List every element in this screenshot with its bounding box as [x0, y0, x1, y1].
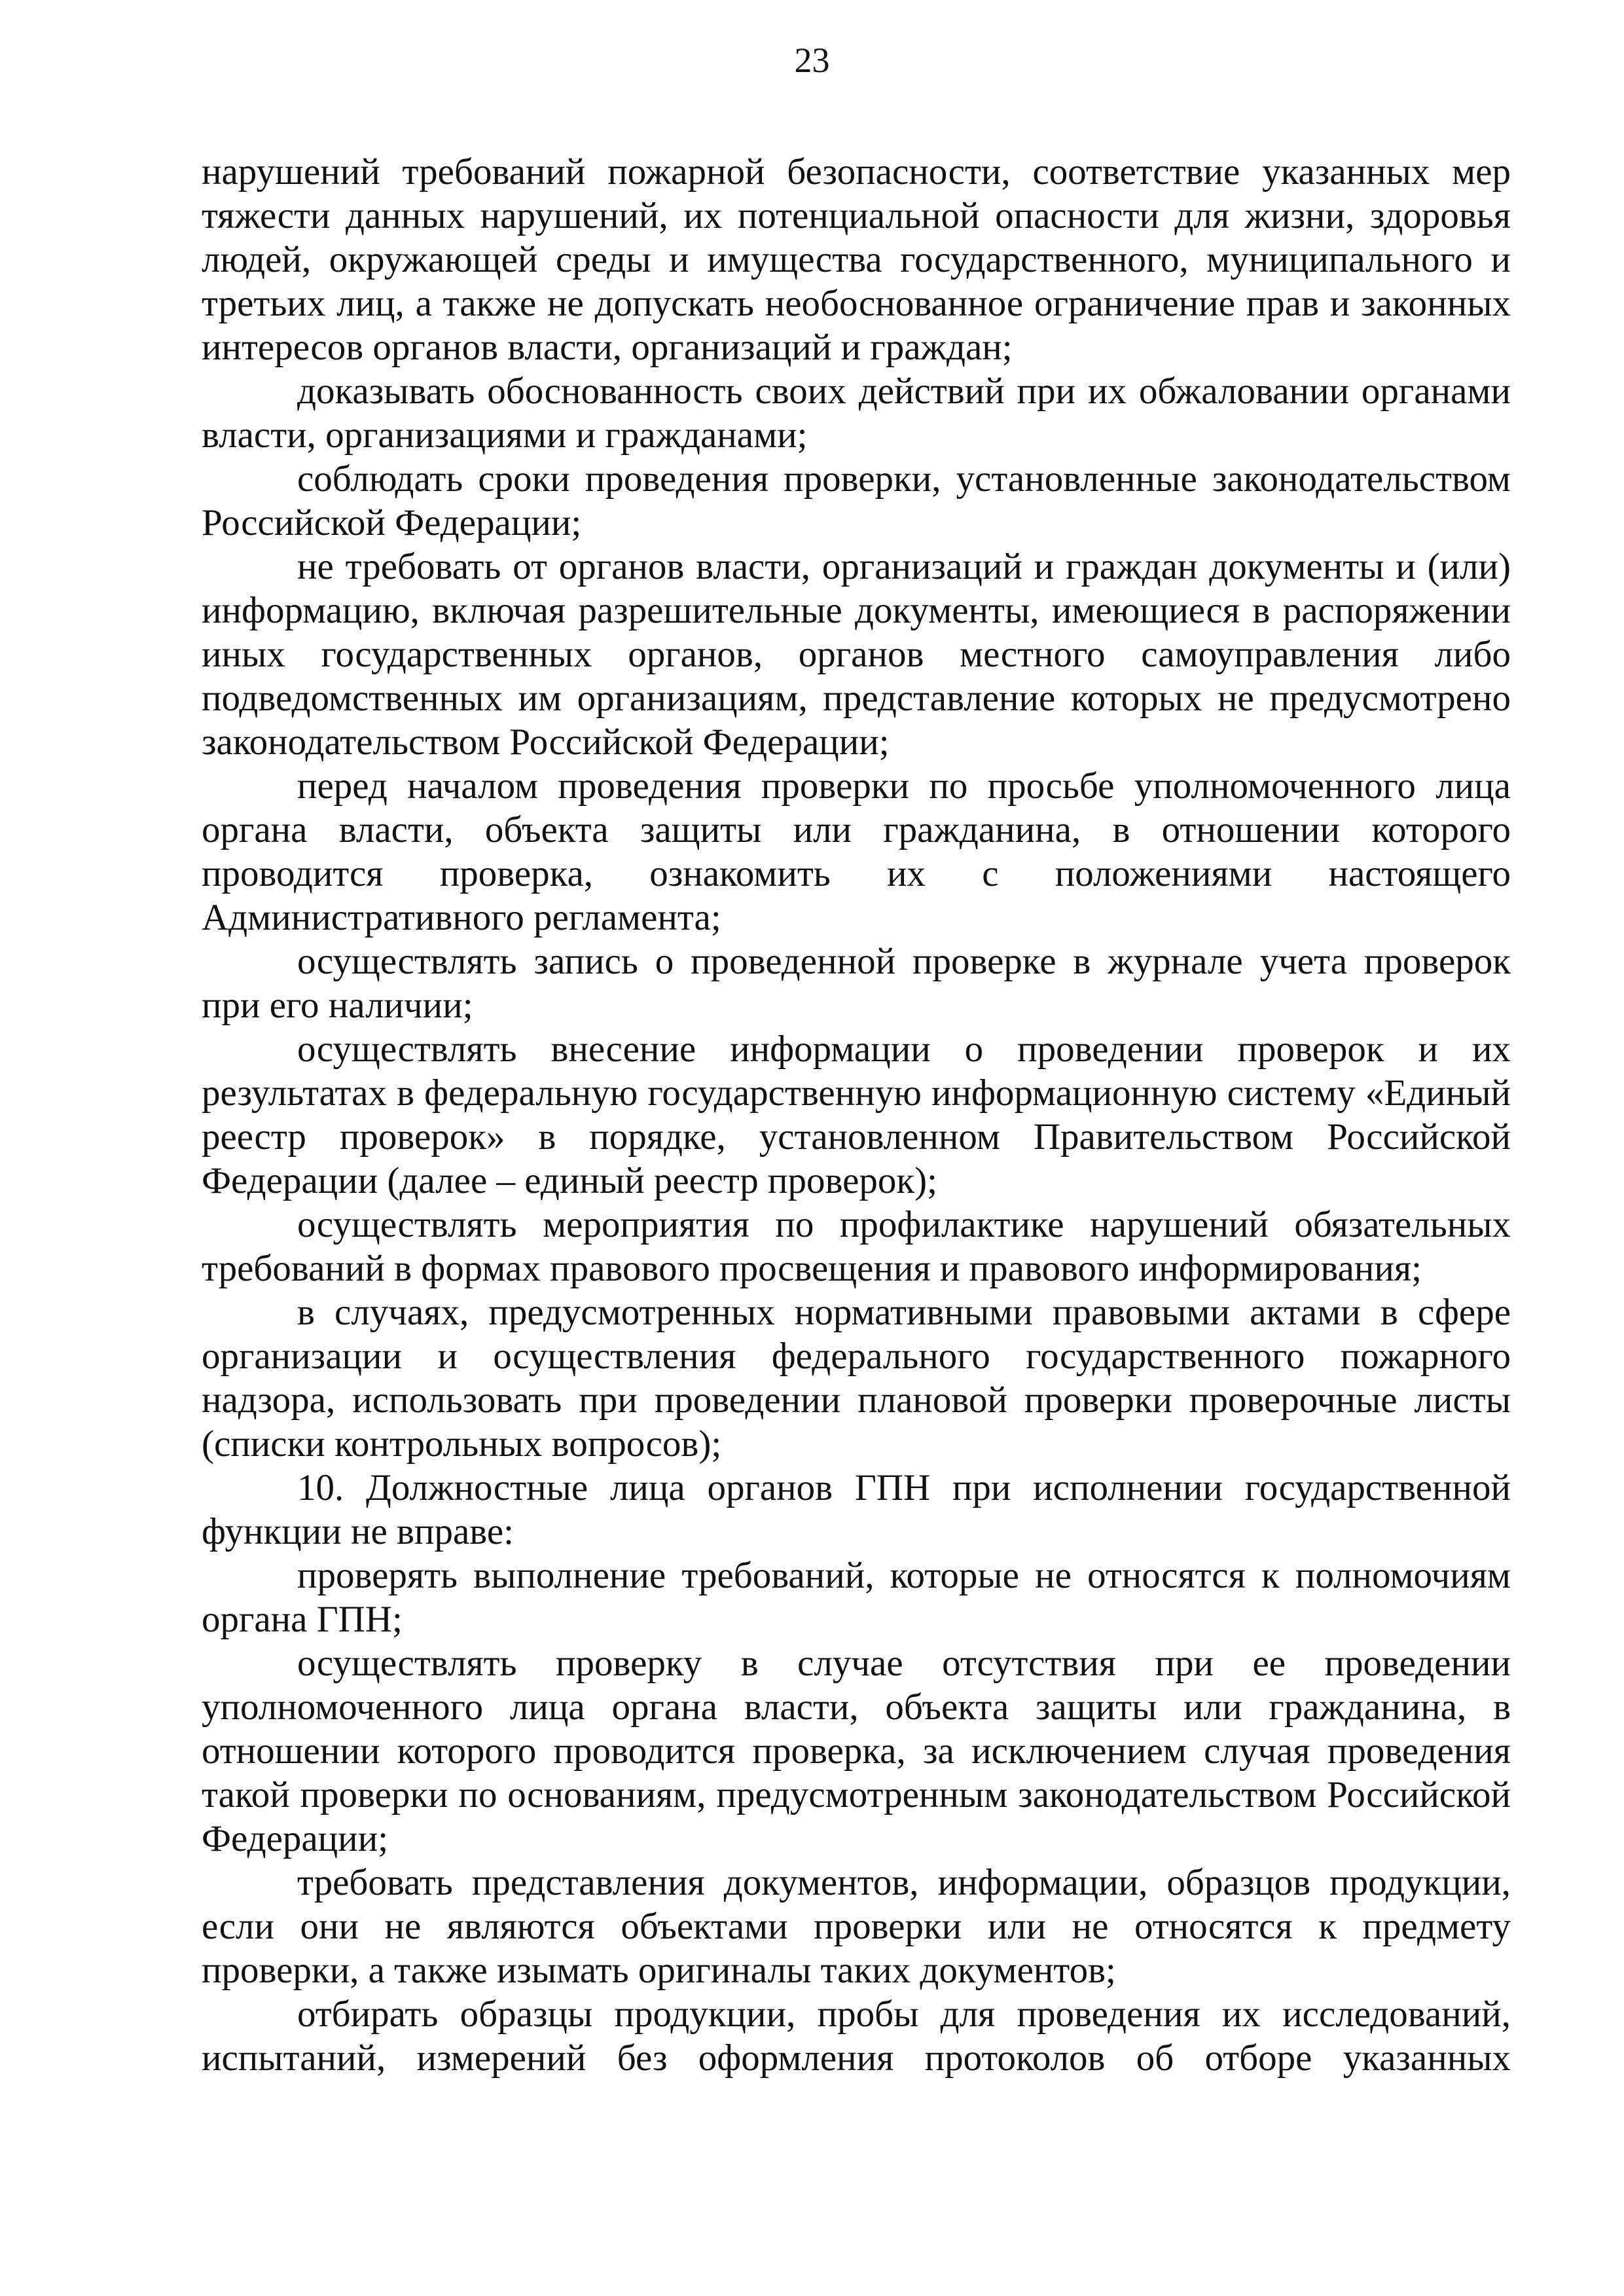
document-body — [202, 150, 1511, 2080]
paragraph: проверять выполнение требований, которые не относятся к полномочиям органа ГПН; — [202, 1555, 1511, 1640]
paragraph: осуществлять проверку в случае отсутствия при ее проведении уполномоченного лица органа власти, объекта защиты или гражданина, в отношении которого проводится проверка, за исключением случая проведения такой проверки по основаниям, предусмотренным законодательством Российской Федерации; — [202, 1643, 1511, 1859]
paragraph: осуществлять мероприятия по профилактике нарушений обязательных требований в формах правового просвещения и правового информирования; — [202, 1204, 1511, 1289]
paragraph: доказывать обоснованность своих действий при их обжаловании органами власти, организациями и гражданами; — [202, 371, 1511, 456]
paragraph: осуществлять запись о проведенной проверке в журнале учета проверок при его наличии; — [202, 941, 1511, 1026]
paragraph: соблюдать сроки проведения проверки, установленные законодательством Российской Федерации; — [202, 458, 1511, 543]
page-number: 23 — [794, 41, 830, 80]
paragraph-continued: отбирать образцы продукции, пробы для проведения их исследований, испытаний, измерений без оформления протоколов об отборе указанных — [202, 1994, 1511, 2079]
paragraph: нарушений требований пожарной безопасности, соответствие указанных мер тяжести данных нарушений, их потенциальной опасности для жизни, здоровья людей, окружающей среды и имущества государственного, муниципального и третьих лиц, а также не допускать необоснованное ограничение прав и законных интересов органов власти, организаций и граждан; — [202, 151, 1511, 368]
paragraph: требовать представления документов, информации, образцов продукции, если они не являются объектами проверки или не относятся к предмету проверки, а также изымать оригиналы таких документов; — [202, 1862, 1511, 1991]
paragraph: в случаях, предусмотренных нормативными правовыми актами в сфере организации и осуществления федерального государственного пожарного надзора, использовать при проведении плановой проверки проверочные листы (списки контрольных вопросов); — [202, 1292, 1511, 1465]
paragraph-numbered: 10. Должностные лица органов ГПН при исполнении государственной функции не вправе: — [202, 1467, 1511, 1552]
paragraph: перед началом проведения проверки по просьбе уполномоченного лица органа власти, объекта защиты или гражданина, в отношении которого проводится проверка, ознакомить их с положениями настоящего Административного регламента; — [202, 765, 1511, 938]
paragraph: не требовать от органов власти, организаций и граждан документы и (или) информацию, включая разрешительные документы, имеющиеся в распоряжении иных государственных органов, органов местного самоуправления либо подведомственных им организациям, представление которых не предусмотрено законодательством Российской Федерации; — [202, 546, 1511, 763]
paragraph: осуществлять внесение информации о проведении проверок и их результатах в федеральную государственную информационную систему «Единый реестр проверок» в порядке, установленном Правительством Российской Федерации (далее – единый реестр проверок); — [202, 1029, 1511, 1201]
